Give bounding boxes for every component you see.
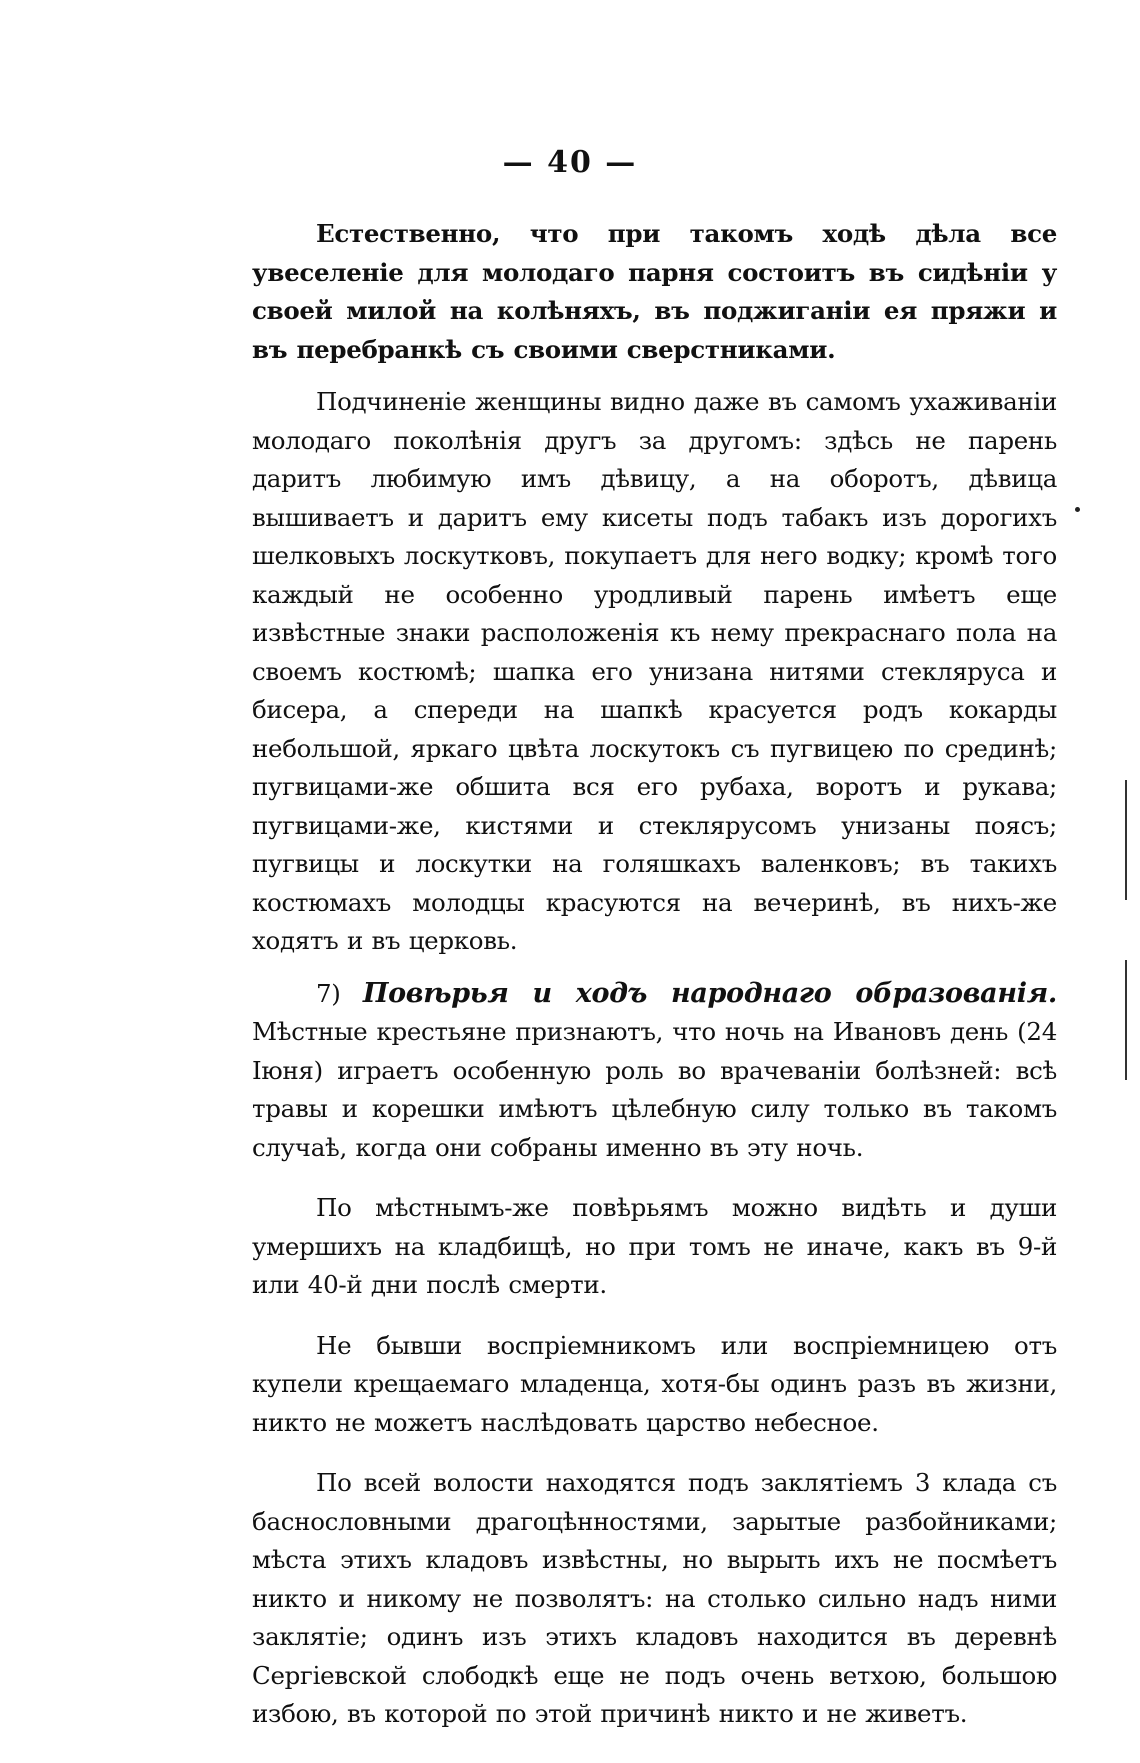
section-number: 7) (316, 978, 341, 1008)
paragraph-6: По всей волости находятся подъ заклятіемъ 3 клада съ баснословными драгоцѣнностями, зарытые разбойниками; мѣста этихъ кладовъ извѣстны, но вырыть ихъ не посмѣетъ никто и никому не позволятъ: на столько сильно надъ ними заклятіе; одинъ изъ этихъ кладовъ находится въ деревнѣ Сергіевской слободкѣ еще не подъ очень ветхою, большою избою, въ которой по этой причинѣ никто и не живетъ. (252, 1468, 1057, 1728)
body-text (252, 215, 1057, 1734)
paragraph-5: Не бывши воспріемникомъ или воспріемницею отъ купели крещаемаго младенца, хотя-бы одинъ разъ въ жизни, никто не можетъ наслѣдовать царство небесное. (252, 1330, 1057, 1437)
page-number: — 40 — (502, 145, 638, 180)
paragraph-4: По мѣстнымъ-же повѣрьямъ можно видѣть и души умершихъ на кладбищѣ, но при томъ не иначе, какъ въ 9-й или 40-й дни послѣ смерти. (252, 1193, 1057, 1299)
section-heading: Повѣрья и ходъ народнаго образованія. (362, 977, 1057, 1009)
paragraph-3-section-7 (252, 975, 1057, 1168)
margin-mark (1125, 780, 1127, 900)
paragraph-1: Естественно, что при такомъ ходѣ дѣла все увеселеніе для молодаго парня состоитъ въ сидѣніи у своей милой на колѣняхъ, въ поджиганіи ея пряжи и въ перебранкѣ съ своими сверстниками. (252, 219, 1057, 364)
ink-speck (1075, 507, 1080, 512)
margin-mark (1125, 960, 1127, 1080)
paragraph-3-text: Мѣстные крестьяне признаютъ, что ночь на Ивановъ день (24 Іюня) играетъ особенную роль во врачеваніи болѣзней: всѣ травы и корешки имѣютъ цѣлебную силу только въ такомъ случаѣ, когда они собраны именно въ эту ночь. (252, 1017, 1057, 1162)
paragraph-2: Подчиненіе женщины видно даже въ самомъ ухаживаніи молодаго поколѣнія другъ за другомъ: здѣсь не парень даритъ любимую имъ дѣвицу, а на оборотъ, дѣвица вышиваетъ и даритъ ему кисеты подъ табакъ изъ дорогихъ шелковыхъ лоскутковъ, покупаетъ для него водку; кромѣ того каждый не особенно уродливый парень имѣетъ еще извѣстные знаки расположенія къ нему прекраснаго пола на своемъ костюмѣ; шапка его унизана нитями стекляруса и бисера, а спереди на шапкѣ красуется родъ кокарды небольшой, яркаго цвѣта лоскутокъ съ пугвицею по срединѣ; пугвицами-же обшита вся его рубаха, воротъ и рукава; пугвицами-же, кистями и стеклярусомъ унизаны поясъ; пугвицы и лоскутки на голяшкахъ валенковъ; въ такихъ костюмахъ молодцы красуются на вечеринѣ, въ нихъ-же ходятъ и въ церковь. (252, 387, 1057, 955)
